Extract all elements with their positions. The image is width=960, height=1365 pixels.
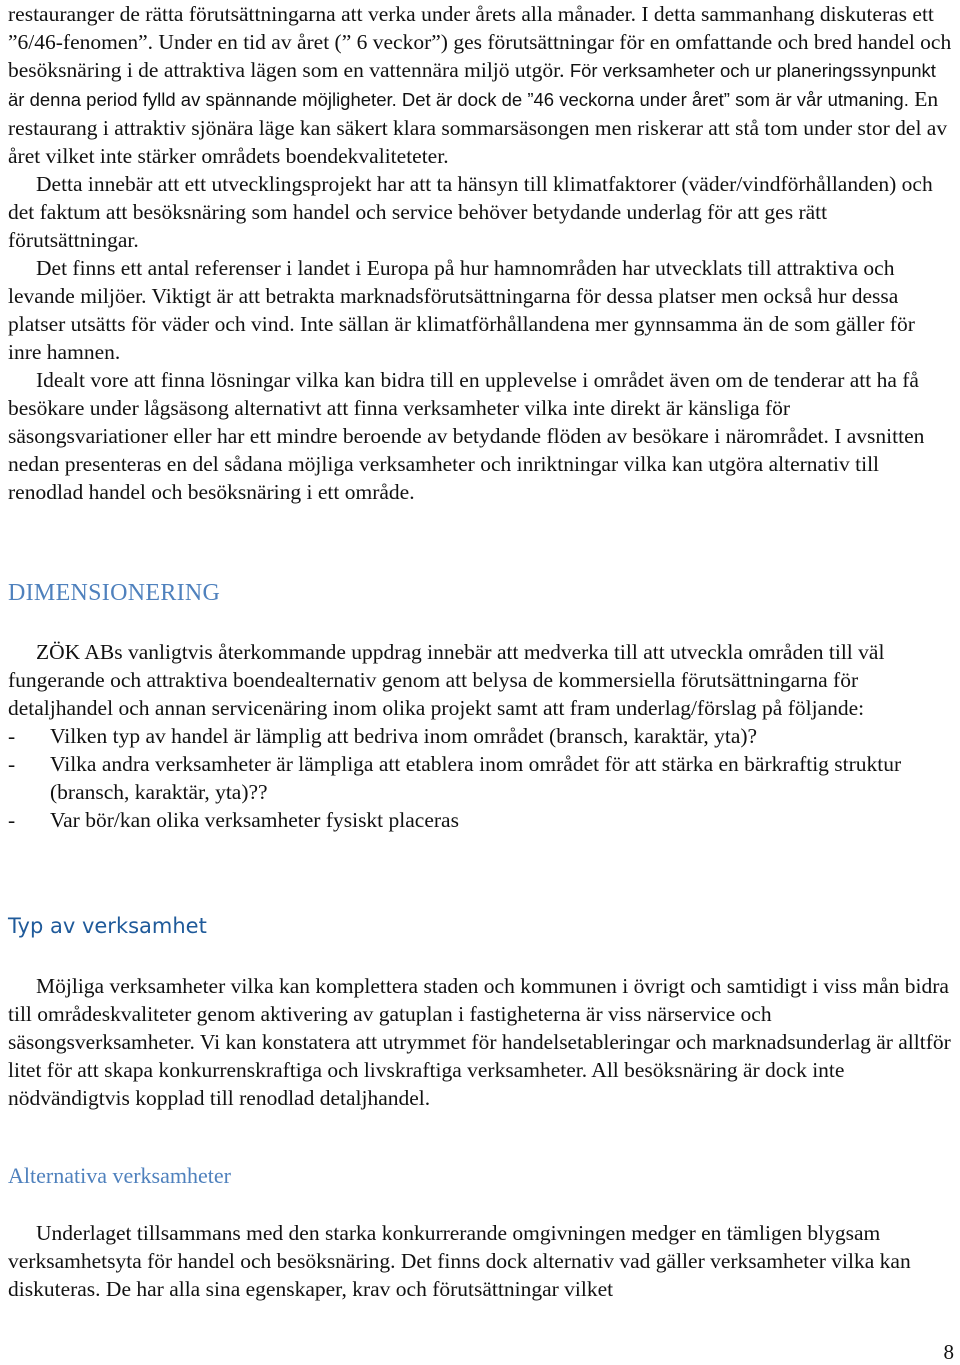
heading-alternativa-verksamheter: Alternativa verksamheter	[8, 1163, 231, 1188]
list-dash: -	[8, 808, 16, 832]
list-item	[8, 750, 953, 806]
intro-p1-sans-text: För verksamheter och ur planeringssynpunkt är denna period fylld av spännande möjligheter. Det är dock de ”46 veckorna under året” som är vår utmaning.	[8, 60, 936, 110]
page-number: 8	[943, 1340, 954, 1364]
list-item	[8, 806, 953, 834]
alternativa-body: Underlaget tillsammans med den starka konkurrerande omgivningen medger en tämligen blygsam verksamhetsyta för handel och besöksnäring. Det finns dock alternativ vad gäller verksamheter vilka kan diskuteras. De har alla sina egenskaper, krav och förutsättningar vilket	[8, 1221, 911, 1301]
intro-section	[8, 0, 953, 506]
intro-paragraph-4: Idealt vore att finna lösningar vilka kan bidra till en upplevelse i området även om de tenderar att ha få besökare under lågsäsong alternativt att finna verksamheter vilka inte direkt är känsliga för säsongsvariationer eller har ett mindre beroende av betydande flöden av besökare i närområdet. I avsnitten nedan presenteras en del sådana möjliga verksamheter och inriktningar vilka kan utgöra alternativ till renodlad handel och besöksnäring i ett område.	[8, 368, 925, 504]
dimensionering-list	[8, 722, 953, 834]
alternativa-section	[8, 1219, 953, 1303]
intro-paragraph-2: Detta innebär att ett utvecklingsprojekt har att ta hänsyn till klimatfaktorer (väder/vindförhållanden) och det faktum att besöksnäring som handel och service behöver betydande underlag för att ges rätt förutsättningar.	[8, 172, 933, 252]
intro-p1-end-text: En restaurang i attraktiv sjönära läge kan säkert klara sommarsäsongen men riskerar att stå tom under stor del av året vilket inte stärker områdets boendekvaliteteter.	[8, 87, 948, 168]
list-item-text: Vilken typ av handel är lämplig att bedriva inom området (bransch, karaktär, yta)?	[50, 724, 758, 748]
dimensionering-section	[8, 638, 953, 834]
intro-paragraph-1	[8, 0, 953, 170]
heading-dimensionering: DIMENSIONERING	[8, 580, 221, 606]
list-item-text: Var bör/kan olika verksamheter fysiskt placeras	[50, 808, 459, 832]
typ-body: Möjliga verksamheter vilka kan komplettera staden och kommunen i övrigt och samtidigt i viss mån bidra till områdeskvaliteter genom aktivering av gatuplan i fastigheterna är viss närservice och säsongsverksamheter. Vi kan konstatera att utrymmet för handelsetableringar och marknadsunderlag är alltför litet för att skapa konkurrenskraftiga och livskraftiga verksamheter. All besöksnäring är dock inte nödvändigtvis kopplad till renodlad detaljhandel.	[8, 974, 951, 1110]
intro-paragraph-3: Det finns ett antal referenser i landet i Europa på hur hamnområden har utvecklats till attraktiva och levande miljöer. Viktigt är att betrakta marknadsförutsättningarna för dessa platser men också hur dessa platser utsätts för väder och vind. Inte sällan är klimatförhållandena mer gynnsamma än de som gäller för inre hamnen.	[8, 256, 915, 364]
typ-section	[8, 972, 953, 1112]
heading-typ-av-verksamhet: Typ av verksamhet	[8, 914, 207, 938]
intro-p1-text: restauranger de rätta förutsättningarna att verka under årets alla månader. I detta sammanhang diskuteras ett ”6/46-fenomen”. Under en tid av året (” 6 veckor”) ges förutsättningar för en omfattande och bred handel och besöksnäring i de attraktiva lägen som en vattennära miljö utgör.	[8, 2, 952, 82]
list-item-text: Vilka andra verksamheter är lämpliga att etablera inom området för att stärka en bärkraftig struktur (bransch, karaktär, yta)??	[50, 752, 902, 804]
list-item	[8, 722, 953, 750]
list-dash: -	[8, 752, 16, 776]
list-dash: -	[8, 724, 16, 748]
dimensionering-body: ZÖK ABs vanligtvis återkommande uppdrag innebär att medverka till att utveckla områden till väl fungerande och attraktiva boendealternativ genom att belysa de kommersiella förutsättningarna för detaljhandel och annan servicenäring inom olika projekt samt att fram underlag/förslag på följande:	[8, 640, 885, 720]
